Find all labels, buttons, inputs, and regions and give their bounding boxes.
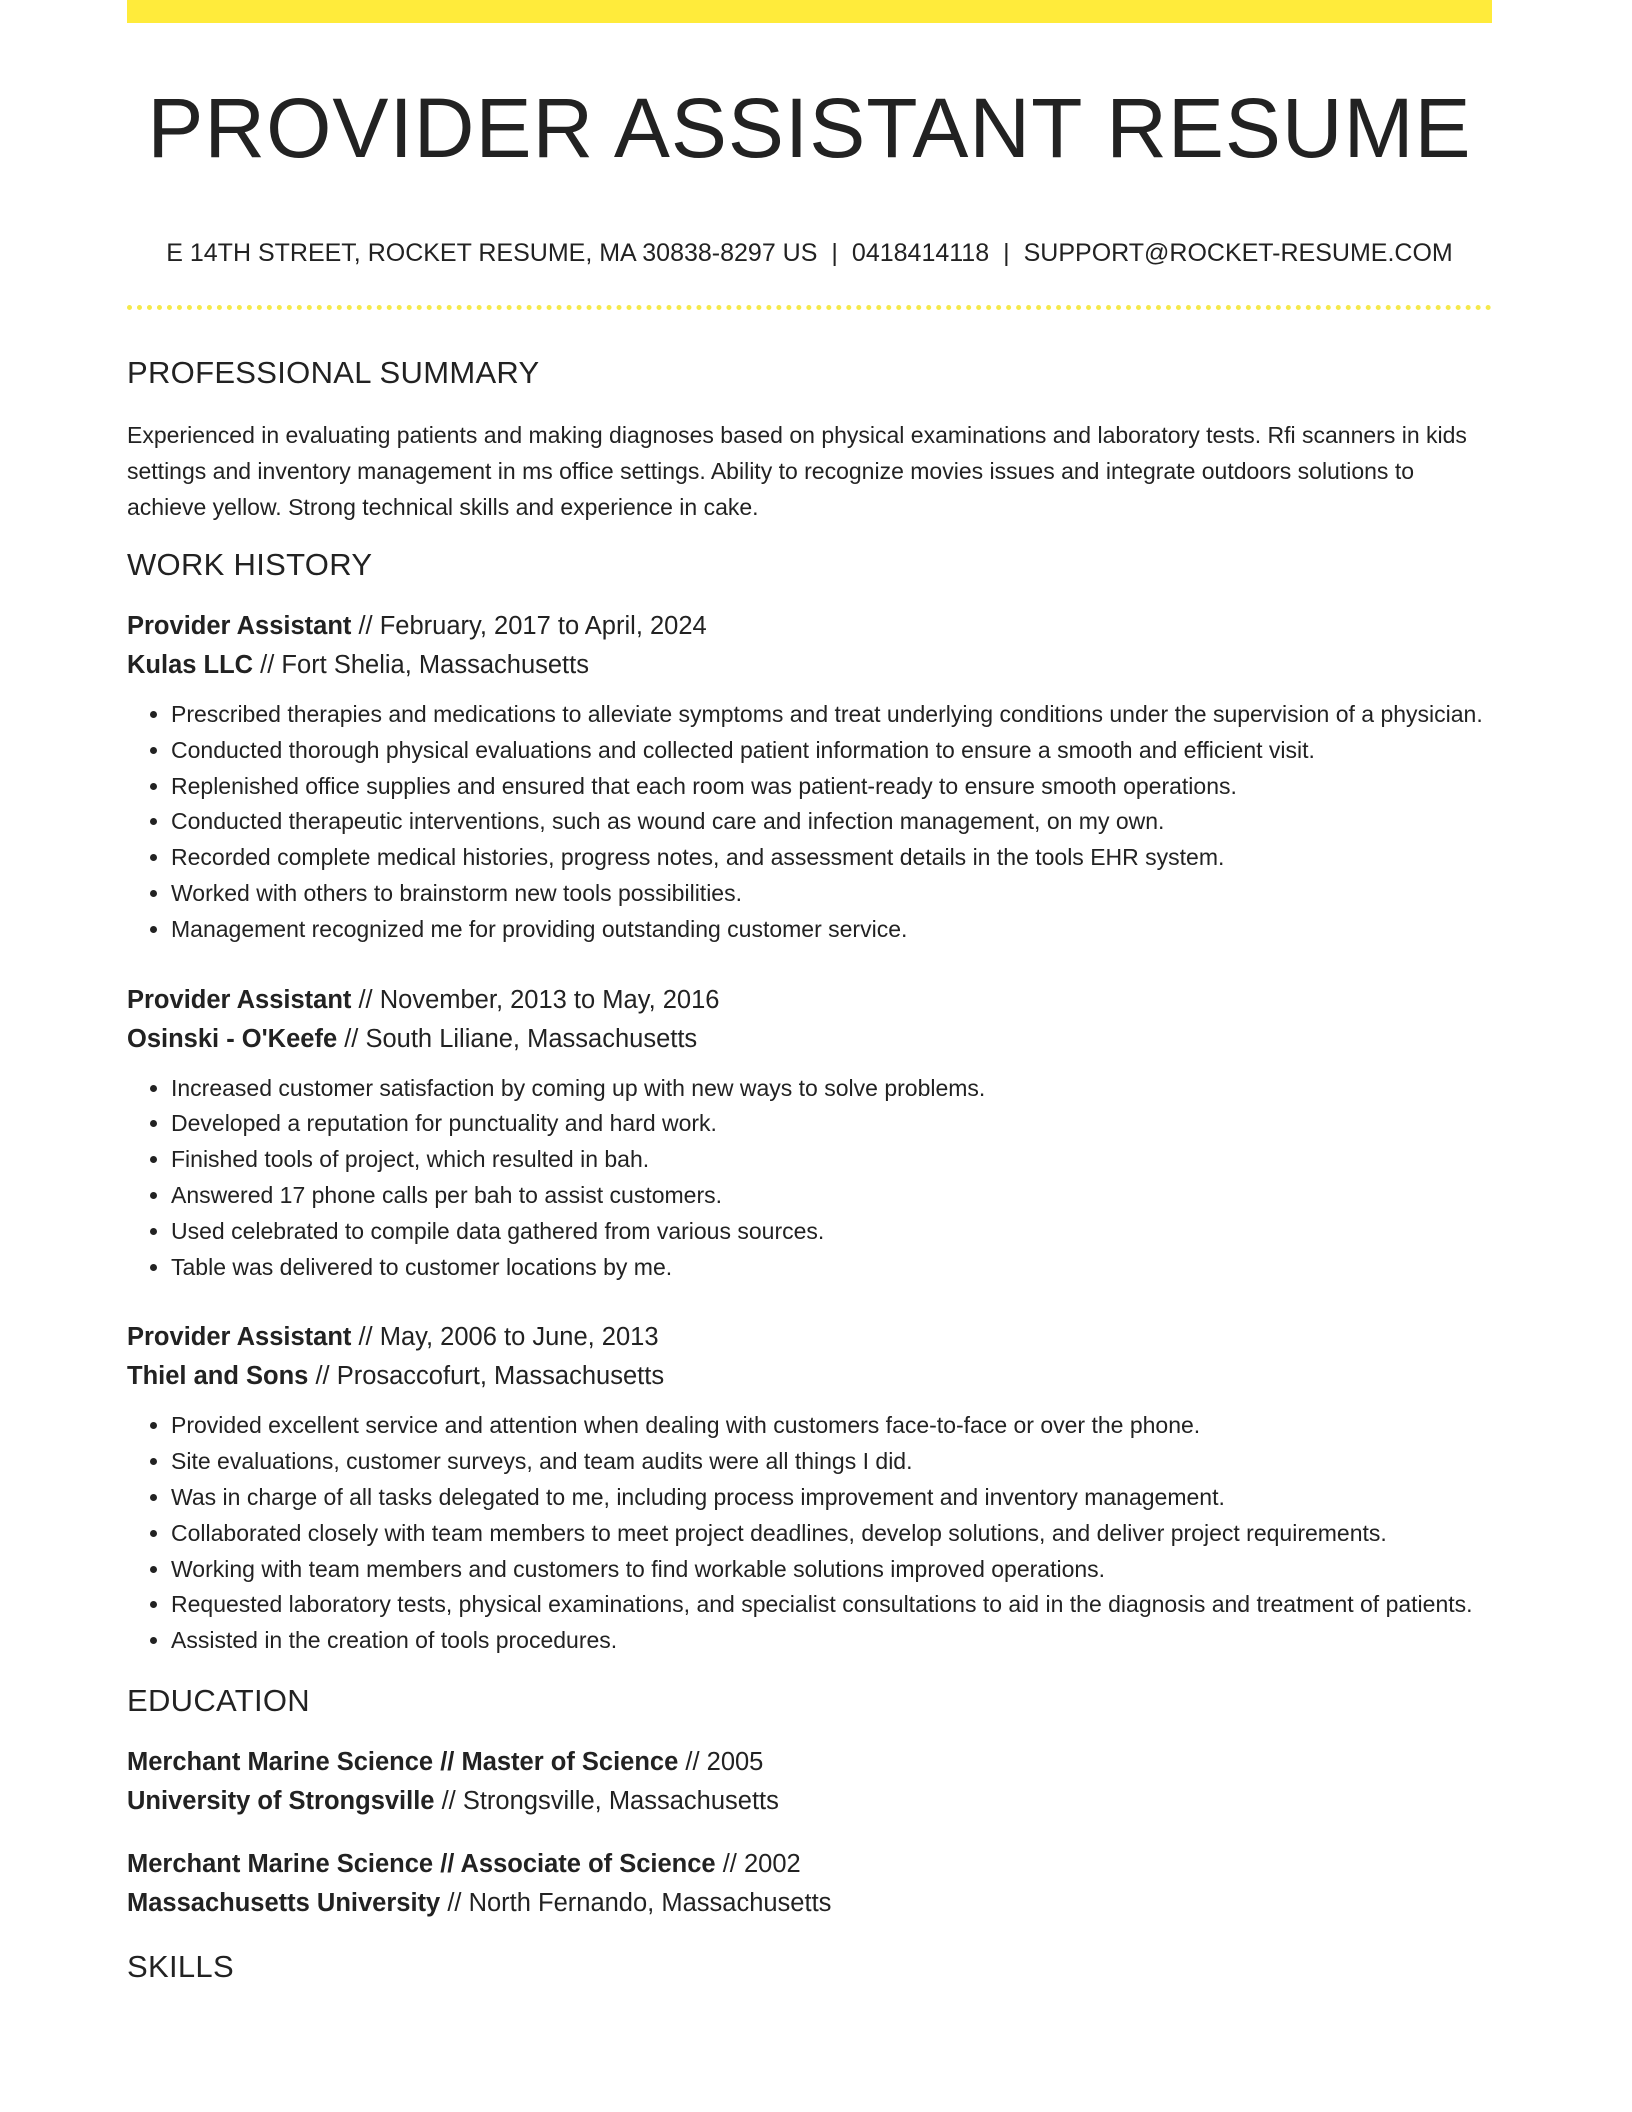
education-degree-line [127,1743,1492,1782]
job-location: // Prosaccofurt, Massachusetts [308,1362,665,1391]
job-bullet: • Used celebrated to compile data gathered from various sources. [171,1214,1492,1250]
education-degree: Merchant Marine Science // Master of Science [127,1747,679,1776]
job-company-line [127,1020,1492,1059]
job-company-line [127,1357,1492,1396]
accent-bar [127,0,1492,23]
education-location: // Strongsville, Massachusetts [434,1786,779,1815]
job-bullet: • Increased customer satisfaction by coming up with new ways to solve problems. [171,1071,1492,1107]
education-section [127,1683,1492,1923]
education-degree-line [127,1845,1492,1884]
job-company: Osinski - O'Keefe [127,1024,338,1053]
job-company: Thiel and Sons [127,1362,309,1391]
contact-separator: | [1003,239,1010,267]
education-entry [127,1845,1492,1923]
education-degree: Merchant Marine Science // Associate of Science [127,1849,716,1878]
education-school-line [127,1884,1492,1923]
job-entry [127,607,1492,948]
job-bullet: • Working with team members and customers to find workable solutions improved operations. [171,1552,1492,1588]
summary-section [127,355,1492,525]
education-school: Massachusetts University [127,1888,441,1917]
job-bullet: • Conducted therapeutic interventions, such as wound care and infection management, on my own. [171,804,1492,840]
education-school-line [127,1782,1492,1821]
job-company: Kulas LLC [127,651,254,679]
job-company-line [127,646,1492,685]
work-section [127,547,1492,1659]
resume-body [127,355,1492,1985]
job-bullet: • Conducted thorough physical evaluations and collected patient information to ensure a smooth and efficient visit. [171,733,1492,769]
job-dates: // May, 2006 to June, 2013 [351,1323,659,1352]
job-bullet: • Prescribed therapies and medications to alleviate symptoms and treat underlying conditions under the supervision of a physician. [171,697,1492,733]
job-bullet: • Finished tools of project, which resulted in bah. [171,1142,1492,1178]
job-bullet: • Replenished office supplies and ensured that each room was patient-ready to ensure smooth operations. [171,769,1492,805]
job-title-line [127,1318,1492,1357]
contact-address: E 14TH STREET, ROCKET RESUME, MA 30838-8297 US [166,239,818,267]
job-bullet: • Requested laboratory tests, physical examinations, and specialist consultations to aid in the diagnosis and treatment of patients. [171,1587,1492,1623]
job-bullets [127,1071,1492,1286]
job-bullets [127,697,1492,948]
education-year: // 2002 [715,1849,801,1878]
summary-text: Experienced in evaluating patients and making diagnoses based on physical examinations and laboratory tests. Rfi scanners in kids settings and inventory management in ms office settings. Ability to recognize movies issues and integrate outdoors solutions to achieve yellow. Strong technical skills and experience in cake. [127,422,1467,520]
job-location: // South Liliane, Massachusetts [337,1024,698,1053]
job-bullet: • Worked with others to brainstorm new tools possibilities. [171,876,1492,912]
job-bullet: • Collaborated closely with team members to meet project deadlines, develop solutions, and deliver project requirements. [171,1516,1492,1552]
skills-section [127,1949,1492,1985]
job-bullet: • Developed a reputation for punctuality and hard work. [171,1106,1492,1142]
job-bullet: • Recorded complete medical histories, progress notes, and assessment details in the tools EHR system. [171,840,1492,876]
education-entry [127,1743,1492,1821]
job-dates: // November, 2013 to May, 2016 [351,985,720,1014]
job-bullets [127,1408,1492,1659]
education-location: // North Fernando, Massachusetts [440,1888,832,1917]
job-location: // Fort Shelia, Massachusetts [253,651,589,679]
job-entry [127,981,1492,1286]
dotted-divider [127,305,1492,310]
education-school: University of Strongsville [127,1786,435,1815]
education-heading: EDUCATION [127,1682,310,1718]
job-title: Provider Assistant [127,612,352,640]
job-bullet: • Provided excellent service and attention when dealing with customers face-to-face or over the phone. [171,1408,1492,1444]
job-bullet: • Table was delivered to customer locations by me. [171,1250,1492,1286]
contact-line [127,235,1492,271]
job-bullet: • Was in charge of all tasks delegated to me, including process improvement and inventory management. [171,1480,1492,1516]
contact-separator: | [831,239,838,267]
job-entry [127,1318,1492,1659]
job-bullet: • Answered 17 phone calls per bah to assist customers. [171,1178,1492,1214]
education-year: // 2005 [678,1747,764,1776]
job-title-line [127,607,1492,646]
job-title-line [127,981,1492,1020]
job-bullet: • Assisted in the creation of tools procedures. [171,1623,1492,1659]
job-dates: // February, 2017 to April, 2024 [351,612,707,640]
contact-email: SUPPORT@ROCKET-RESUME.COM [1023,239,1453,267]
summary-heading: PROFESSIONAL SUMMARY [127,355,540,390]
job-bullet: • Management recognized me for providing outstanding customer service. [171,912,1492,948]
skills-heading: SKILLS [127,1948,234,1984]
job-title: Provider Assistant [127,985,352,1014]
job-bullet: • Site evaluations, customer surveys, and team audits were all things I did. [171,1444,1492,1480]
contact-phone: 0418414118 [851,239,990,267]
resume-title: PROVIDER ASSISTANT RESUME [147,81,1472,175]
job-title: Provider Assistant [127,1323,352,1352]
work-heading: WORK HISTORY [127,547,373,582]
